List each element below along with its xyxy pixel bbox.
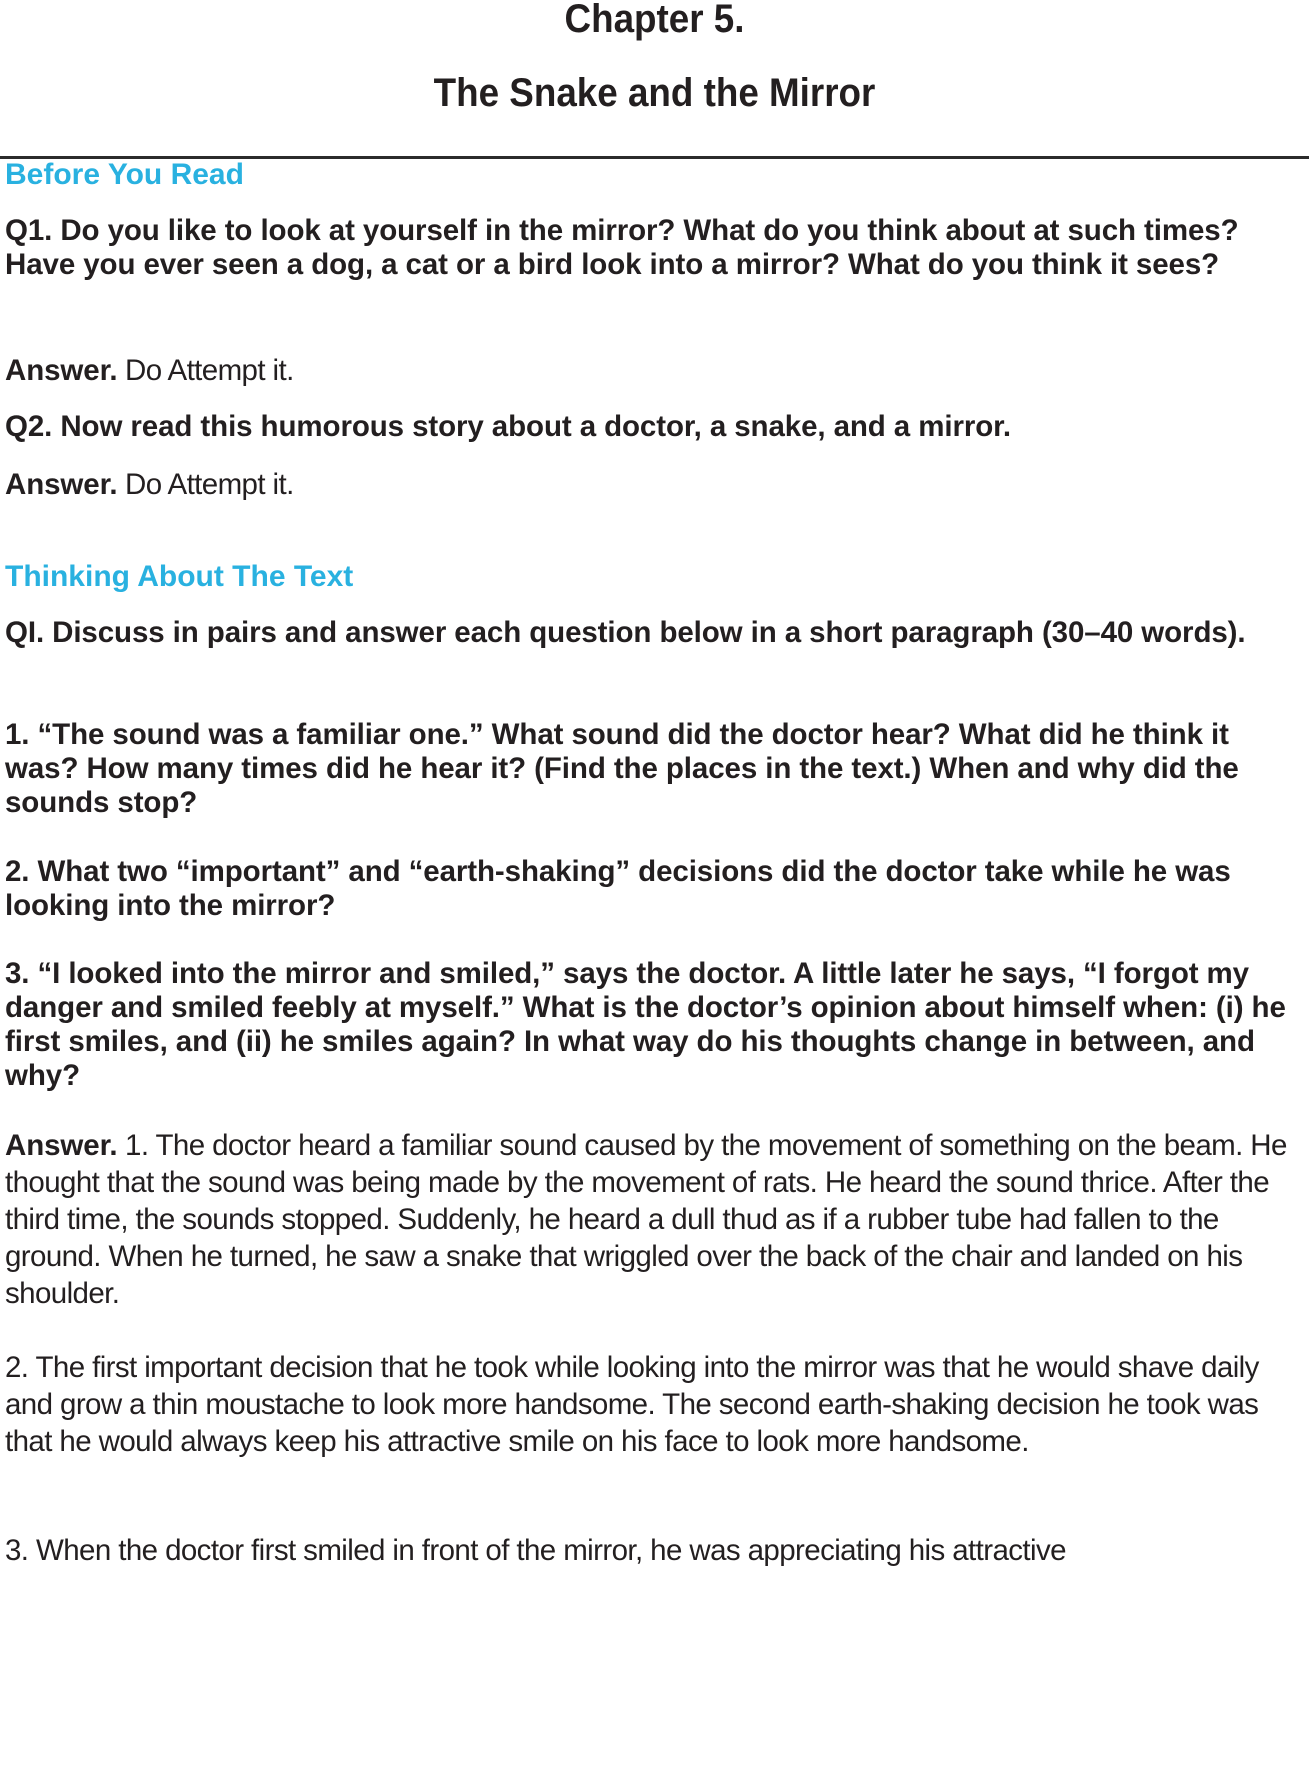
chapter-number: Chapter 5. bbox=[564, 0, 745, 41]
question-q1: Q1. Do you like to look at yourself in the mirror? What do you think about at such times? Have you ever seen a dog, a cat or a bird look into a mirror? What do you think it sees? bbox=[5, 214, 1239, 281]
question-intro-qi: QI. Discuss in pairs and answer each question below in a short paragraph (30–40 words). bbox=[5, 616, 1246, 649]
answer-label: Answer. bbox=[5, 1129, 118, 1162]
answer-label: Answer. bbox=[5, 354, 118, 387]
section-heading-before-you-read: Before You Read bbox=[5, 158, 244, 191]
answer-1 bbox=[5, 1127, 1295, 1312]
section-heading-thinking-about-the-text: Thinking About The Text bbox=[5, 560, 354, 593]
chapter-title: The Snake and the Mirror bbox=[433, 71, 876, 115]
question-1: 1. “The sound was a familiar one.” What sound did the doctor hear? What did he think it was? How many times did he hear it? (Find the places in the text.) When and why did the sounds stop? bbox=[5, 718, 1239, 819]
chapter-header bbox=[0, 0, 1309, 159]
question-q2: Q2. Now read this humorous story about a doctor, a snake, and a mirror. bbox=[5, 410, 1011, 443]
answer-3: 3. When the doctor first smiled in front of the mirror, he was appreciating his attractive bbox=[5, 1534, 1066, 1567]
question-2: 2. What two “important” and “earth-shaking” decisions did the doctor take while he was looking into the mirror? bbox=[5, 855, 1231, 922]
answer-q2 bbox=[5, 466, 1295, 503]
answer-text: 1. The doctor heard a familiar sound caused by the movement of something on the beam. He thought that the sound was being made by the movement of rats. He heard the sound thrice. After the third time, the sounds stopped. Suddenly, he heard a dull thud as if a rubber tube had fallen to the ground. When he turned, he saw a snake that wriggled over the back of the chair and landed on his shoulder. bbox=[5, 1129, 1287, 1310]
answer-label: Answer. bbox=[5, 468, 118, 501]
answer-text: Do Attempt it. bbox=[117, 468, 294, 501]
answer-2: 2. The first important decision that he took while looking into the mirror was that he would shave daily and grow a thin moustache to look more handsome. The second earth-shaking decision he took was that he would always keep his attractive smile on his face to look more handsome. bbox=[5, 1351, 1259, 1458]
answer-text: Do Attempt it. bbox=[117, 354, 294, 387]
question-3: 3. “I looked into the mirror and smiled,” says the doctor. A little later he says, “I forgot my danger and smiled feebly at myself.” What is the doctor’s opinion about himself when: (i) he first smiles, and (ii) he smiles again? In what way do his thoughts change in between, and why? bbox=[5, 957, 1286, 1092]
answer-q1 bbox=[5, 352, 1295, 389]
